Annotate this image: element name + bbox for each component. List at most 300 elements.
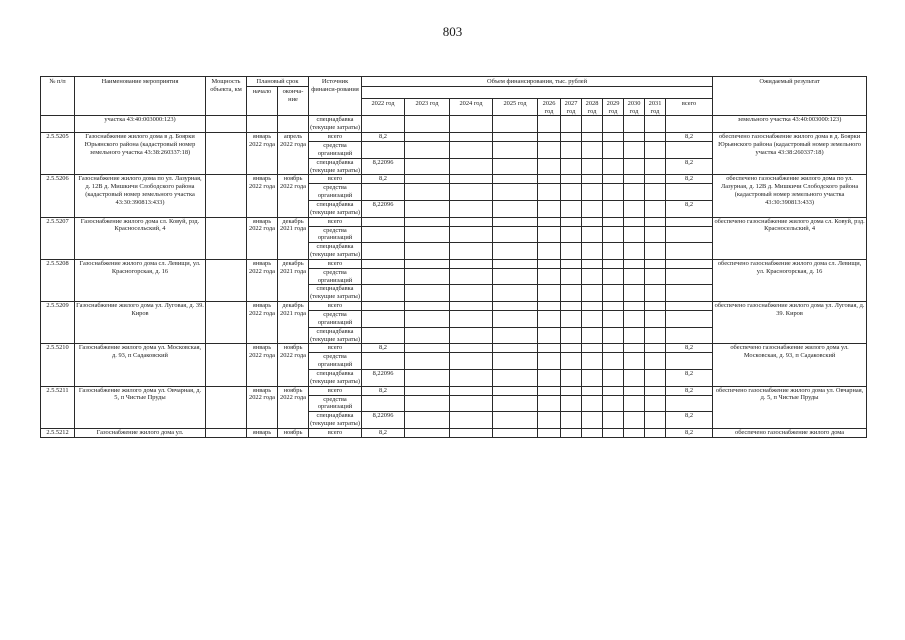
cell-year-value	[645, 158, 666, 175]
cell-capacity	[206, 386, 247, 428]
cell-year-value	[645, 344, 666, 353]
cell-year-value	[603, 412, 624, 429]
cell-total: 8,2	[666, 158, 713, 175]
cell-end: ноябрь 2022 года	[278, 344, 309, 386]
cell-year-value	[561, 243, 582, 260]
cell-year-value	[603, 243, 624, 260]
cell-year-value	[405, 353, 450, 370]
header-funding-spacer	[362, 86, 713, 98]
cell-source: спецнадбавка (текущие затраты)	[310, 243, 360, 258]
cell-year-value	[582, 285, 603, 302]
cell-year-value	[405, 344, 450, 353]
cell-year-value	[362, 243, 405, 260]
cell-year-value	[450, 311, 493, 328]
cell-year-value	[603, 395, 624, 412]
cell-year-value	[493, 302, 538, 311]
cell-year-value	[405, 285, 450, 302]
cell-capacity	[206, 302, 247, 344]
page-number: 803	[442, 24, 463, 39]
cell-year-value	[582, 243, 603, 260]
cell-capacity	[206, 344, 247, 386]
cell-year-value	[582, 428, 603, 437]
cell-year-value	[405, 369, 450, 386]
cell-year-value	[645, 200, 666, 217]
table-row	[41, 259, 867, 268]
table-body	[41, 116, 867, 437]
cell-year-value	[538, 226, 561, 243]
cell-year-value	[450, 344, 493, 353]
cell-year-value	[603, 226, 624, 243]
cell-year-value	[538, 428, 561, 437]
cell-year-value	[493, 311, 538, 328]
cell-year-value	[405, 226, 450, 243]
cell-year-value	[645, 353, 666, 370]
cell-result: обеспечено газоснабжение жилого дома сл. Левищи, ул. Красногорская, д. 16	[713, 259, 867, 301]
cell-year-value	[645, 226, 666, 243]
cell-source: средства организаций	[309, 353, 362, 370]
cell-source: средства организаций	[309, 226, 362, 243]
cell-year-value	[450, 133, 493, 142]
cell-source: всего	[309, 259, 362, 268]
cell-year-value	[624, 259, 645, 268]
cell-year-value	[561, 175, 582, 184]
cell-year-value	[561, 200, 582, 217]
cell-year-value	[405, 142, 450, 159]
cell-source: спецнадбавка (текущие затраты)	[310, 158, 360, 174]
cell-year-value	[450, 158, 493, 175]
table-row	[41, 133, 867, 142]
cell-year-value	[603, 353, 624, 370]
cell-year-value: 8,22096	[362, 369, 405, 386]
cell-total	[666, 184, 713, 201]
cell-start: январь 2022 года	[247, 386, 278, 428]
cell-year-value	[450, 327, 493, 344]
cell-year-value: 8,2	[362, 428, 405, 437]
cell-source: всего	[309, 217, 362, 226]
cell-year-value: 8,22096	[362, 158, 405, 175]
cell-year-value	[362, 353, 405, 370]
cell-year-value	[645, 386, 666, 395]
cell-year-value	[645, 217, 666, 226]
cell-year-value	[493, 175, 538, 184]
cell-year-value	[493, 353, 538, 370]
cell-year-value	[624, 395, 645, 412]
cell-year-value	[624, 386, 645, 395]
cell-source: всего	[309, 175, 362, 184]
cell-total: 8,2	[666, 133, 713, 142]
cell-year-value	[624, 184, 645, 201]
cell-year-value	[450, 200, 493, 217]
cell-year-value	[561, 311, 582, 328]
cell-year-value	[624, 327, 645, 344]
cell-year-value	[624, 428, 645, 437]
header-total: всего	[666, 98, 713, 116]
cell-source: всего	[309, 133, 362, 142]
cell-source: всего	[309, 302, 362, 311]
cell-code: 2.5.5205	[41, 133, 75, 175]
cell-code: 2.5.5207	[41, 217, 75, 259]
cell-year-value	[450, 412, 493, 429]
header-year: 2027 год	[561, 98, 582, 116]
cell-year-value	[645, 412, 666, 429]
cell-year-value	[645, 369, 666, 386]
header-start: начало	[247, 86, 278, 116]
cell-year-value	[362, 395, 405, 412]
cell-year-value	[405, 200, 450, 217]
cell-total	[666, 116, 713, 133]
header-funding: Объем финансирования, тыс. рублей	[362, 77, 713, 87]
cell-year-value	[538, 412, 561, 429]
cell-total	[666, 353, 713, 370]
cell-year-value	[582, 259, 603, 268]
cell-year-value	[582, 116, 603, 133]
cell-year-value	[405, 259, 450, 268]
cell-year-value	[624, 369, 645, 386]
cell-total	[666, 217, 713, 226]
cell-year-value	[582, 133, 603, 142]
cell-year-value	[561, 386, 582, 395]
cell-year-value	[603, 268, 624, 285]
cell-start: январь 2022 года	[247, 217, 278, 259]
cell-total: 8,2	[666, 369, 713, 386]
cell-year-value	[450, 184, 493, 201]
cell-year-value	[538, 158, 561, 175]
cell-year-value	[362, 217, 405, 226]
cell-total	[666, 268, 713, 285]
cell-year-value	[538, 133, 561, 142]
cell-end	[278, 116, 309, 133]
cell-year-value	[450, 226, 493, 243]
cell-year-value	[538, 353, 561, 370]
cell-total	[666, 302, 713, 311]
cell-start: январь 2022 года	[247, 175, 278, 217]
cell-year-value	[624, 158, 645, 175]
cell-year-value	[645, 311, 666, 328]
cell-year-value	[405, 217, 450, 226]
cell-year-value	[645, 302, 666, 311]
cell-total	[666, 327, 713, 344]
cell-year-value	[582, 158, 603, 175]
cell-source: всего	[309, 428, 362, 437]
cell-total	[666, 259, 713, 268]
cell-result: обеспечено газоснабжение жилого дома ул. Овчарная, д. 5, п Чистые Пруды	[713, 386, 867, 428]
cell-result: обеспечено газоснабжение жилого дома по ул. Лазурная, д. 12В д. Мишкичи Слободского района (кадастровый номер земельного участка 43:30:390813:433)	[713, 175, 867, 217]
cell-year-value	[645, 285, 666, 302]
cell-year-value	[603, 428, 624, 437]
cell-start: январь 2022 года	[247, 133, 278, 175]
cell-year-value	[603, 184, 624, 201]
cell-year-value	[450, 268, 493, 285]
header-capacity: Мощность объекта, км	[206, 77, 247, 116]
cell-year-value	[538, 200, 561, 217]
cell-source: всего	[309, 386, 362, 395]
cell-year-value	[561, 133, 582, 142]
cell-year-value	[582, 369, 603, 386]
cell-year-value	[362, 285, 405, 302]
cell-year-value	[582, 302, 603, 311]
table-row	[41, 217, 867, 226]
table-row-continuation	[41, 116, 867, 133]
cell-name: Газоснабжение жилого дома по ул. Лазурная, д. 12В д. Мишкичи Слободского района (кадастровый номер земельного участка 43:30:390813:433)	[75, 175, 206, 217]
cell-year-value	[450, 395, 493, 412]
cell-year-value	[450, 302, 493, 311]
table-row	[41, 302, 867, 311]
cell-end: ноябрь	[278, 428, 309, 437]
cell-source: средства организаций	[309, 395, 362, 412]
cell-year-value	[538, 327, 561, 344]
cell-year-value	[450, 116, 493, 133]
cell-year-value	[561, 285, 582, 302]
cell-year-value	[405, 268, 450, 285]
cell-start	[247, 116, 278, 133]
cell-year-value	[493, 344, 538, 353]
cell-year-value	[645, 259, 666, 268]
cell-year-value	[582, 226, 603, 243]
cell-total	[666, 243, 713, 260]
cell-year-value	[603, 302, 624, 311]
cell-year-value	[538, 395, 561, 412]
cell-year-value: 8,2	[362, 175, 405, 184]
cell-year-value	[582, 344, 603, 353]
cell-year-value	[538, 243, 561, 260]
header-year: 2030 год	[624, 98, 645, 116]
cell-year-value	[603, 369, 624, 386]
cell-source: спецнадбавка (текущие затраты)	[310, 369, 360, 385]
cell-year-value	[450, 369, 493, 386]
cell-year-value	[493, 158, 538, 175]
cell-year-value	[603, 386, 624, 395]
cell-year-value	[405, 158, 450, 175]
cell-year-value	[405, 116, 450, 133]
cell-year-value	[561, 226, 582, 243]
cell-year-value	[624, 344, 645, 353]
cell-year-value	[582, 412, 603, 429]
cell-year-value	[538, 285, 561, 302]
cell-capacity	[206, 133, 247, 175]
header-result: Ожидаемый результат	[713, 77, 867, 116]
cell-end: декабрь 2021 года	[278, 259, 309, 301]
cell-year-value: 8,2	[362, 344, 405, 353]
header-year: 2024 год	[450, 98, 493, 116]
cell-source: спецнадбавка (текущие затраты)	[310, 327, 360, 343]
cell-year-value	[561, 395, 582, 412]
cell-year-value	[645, 184, 666, 201]
cell-year-value	[624, 268, 645, 285]
cell-name: Газоснабжение жилого дома ул. Луговая, д. 39. Киров	[75, 302, 206, 344]
cell-year-value	[582, 268, 603, 285]
cell-year-value	[493, 243, 538, 260]
cell-year-value	[493, 395, 538, 412]
cell-year-value	[624, 311, 645, 328]
cell-source: средства организаций	[309, 268, 362, 285]
cell-source: спецнадбавка (текущие затраты)	[310, 285, 360, 301]
cell-year-value	[538, 302, 561, 311]
cell-year-value	[582, 386, 603, 395]
cell-year-value	[624, 243, 645, 260]
cell-year-value	[450, 259, 493, 268]
cell-start: январь 2022 года	[247, 344, 278, 386]
cell-year-value: 8,22096	[362, 200, 405, 217]
cell-end: ноябрь 2022 года	[278, 175, 309, 217]
cell-year-value	[624, 285, 645, 302]
cell-year-value	[561, 184, 582, 201]
cell-name: Газоснабжение жилого дома сл. Левищи, ул. Красногорская, д. 16	[75, 259, 206, 301]
cell-year-value	[405, 395, 450, 412]
table-row	[41, 344, 867, 353]
cell-year-value	[362, 259, 405, 268]
cell-year-value: 8,22096	[362, 412, 405, 429]
header-year: 2028 год	[582, 98, 603, 116]
cell-year-value	[538, 116, 561, 133]
cell-source: средства организаций	[309, 311, 362, 328]
cell-total	[666, 142, 713, 159]
cell-end: ноябрь 2022 года	[278, 386, 309, 428]
header-year: 2025 год	[493, 98, 538, 116]
cell-year-value	[493, 268, 538, 285]
cell-year-value	[493, 116, 538, 133]
cell-start: январь 2022 года	[247, 259, 278, 301]
cell-year-value	[603, 285, 624, 302]
cell-year-value	[645, 243, 666, 260]
cell-capacity	[206, 116, 247, 133]
cell-year-value	[405, 175, 450, 184]
cell-year-value	[603, 344, 624, 353]
cell-name: Газоснабжение жилого дома ул. Московская, д. 93, п Садаковский	[75, 344, 206, 386]
cell-total	[666, 226, 713, 243]
cell-year-value	[362, 226, 405, 243]
cell-year-value	[582, 395, 603, 412]
cell-code: 2.5.5210	[41, 344, 75, 386]
cell-year-value	[582, 353, 603, 370]
cell-year-value	[362, 302, 405, 311]
cell-total: 8,2	[666, 412, 713, 429]
cell-year-value	[645, 116, 666, 133]
cell-year-value	[405, 243, 450, 260]
cell-name: Газоснабжение жилого дома в д. Боярки Юрьянского района (кадастровый номер земельного участка 43:38:260337:18)	[75, 133, 206, 175]
cell-total	[666, 395, 713, 412]
financing-table	[40, 76, 867, 438]
cell-year-value	[362, 268, 405, 285]
cell-year-value	[362, 142, 405, 159]
cell-source: средства организаций	[309, 142, 362, 159]
header-name: Наименование мероприятия	[75, 77, 206, 116]
cell-year-value	[493, 327, 538, 344]
cell-year-value	[450, 386, 493, 395]
cell-year-value	[645, 395, 666, 412]
cell-year-value	[450, 428, 493, 437]
header-end: оконча-ние	[278, 86, 309, 116]
header-year: 2029 год	[603, 98, 624, 116]
cell-year-value	[624, 116, 645, 133]
cell-year-value	[645, 428, 666, 437]
cell-year-value	[603, 175, 624, 184]
cell-result: обеспечено газоснабжение жилого дома ул. Московская, д. 93, п Садаковский	[713, 344, 867, 386]
cell-year-value	[561, 412, 582, 429]
cell-year-value	[561, 369, 582, 386]
cell-year-value	[582, 311, 603, 328]
cell-total: 8,2	[666, 200, 713, 217]
cell-year-value: 8,2	[362, 386, 405, 395]
cell-total	[666, 285, 713, 302]
cell-source: спецнадбавка (текущие затраты)	[310, 116, 360, 132]
cell-year-value	[603, 217, 624, 226]
cell-year-value	[538, 311, 561, 328]
cell-year-value: 8,2	[362, 133, 405, 142]
cell-year-value	[493, 184, 538, 201]
cell-year-value	[538, 369, 561, 386]
cell-name: Газоснабжение жилого дома ул.	[75, 428, 206, 437]
cell-year-value	[645, 327, 666, 344]
cell-result: обеспечено газоснабжение жилого дома сл. Ковуй, рзд. Красносельский, 4	[713, 217, 867, 259]
cell-year-value	[624, 353, 645, 370]
cell-year-value	[493, 226, 538, 243]
header-year: 2031 год	[645, 98, 666, 116]
cell-end: апрель 2022 года	[278, 133, 309, 175]
cell-year-value	[450, 175, 493, 184]
cell-year-value	[493, 412, 538, 429]
cell-year-value	[624, 226, 645, 243]
table-row	[41, 175, 867, 184]
cell-year-value	[450, 285, 493, 302]
cell-year-value	[603, 259, 624, 268]
cell-year-value	[645, 142, 666, 159]
cell-year-value	[603, 133, 624, 142]
cell-year-value	[493, 428, 538, 437]
cell-year-value	[603, 158, 624, 175]
cell-year-value	[645, 175, 666, 184]
cell-year-value	[624, 217, 645, 226]
cell-year-value	[450, 243, 493, 260]
cell-result: обеспечено газоснабжение жилого дома	[713, 428, 867, 437]
cell-year-value	[362, 184, 405, 201]
cell-year-value	[561, 259, 582, 268]
cell-capacity	[206, 175, 247, 217]
header-year: 2023 год	[405, 98, 450, 116]
cell-year-value	[493, 386, 538, 395]
table-row-last	[41, 428, 867, 437]
cell-year-value	[582, 327, 603, 344]
cell-year-value	[624, 302, 645, 311]
header-num: № п/п	[41, 77, 75, 116]
cell-year-value	[362, 327, 405, 344]
cell-year-value	[538, 142, 561, 159]
cell-capacity	[206, 217, 247, 259]
cell-start: январь 2022 года	[247, 302, 278, 344]
cell-capacity	[206, 259, 247, 301]
cell-year-value	[450, 142, 493, 159]
cell-year-value	[493, 217, 538, 226]
cell-year-value	[405, 133, 450, 142]
header-year: 2022 год	[362, 98, 405, 116]
cell-year-value	[561, 327, 582, 344]
cell-total	[666, 311, 713, 328]
cell-code: 2.5.5211	[41, 386, 75, 428]
cell-end: декабрь 2021 года	[278, 217, 309, 259]
cell-year-value	[538, 268, 561, 285]
cell-year-value	[561, 116, 582, 133]
cell-source: спецнадбавка (текущие затраты)	[310, 200, 360, 216]
cell-year-value	[561, 142, 582, 159]
cell-year-value	[582, 217, 603, 226]
cell-year-value	[538, 175, 561, 184]
cell-code: 2.5.5212	[41, 428, 75, 437]
cell-name: участка 43:40:003000:123)	[75, 116, 206, 133]
cell-year-value	[493, 200, 538, 217]
cell-name: Газоснабжение жилого дома ул. Овчарная, д. 5, п Чистые Пруды	[75, 386, 206, 428]
cell-year-value	[538, 259, 561, 268]
cell-year-value	[538, 217, 561, 226]
cell-year-value	[582, 175, 603, 184]
